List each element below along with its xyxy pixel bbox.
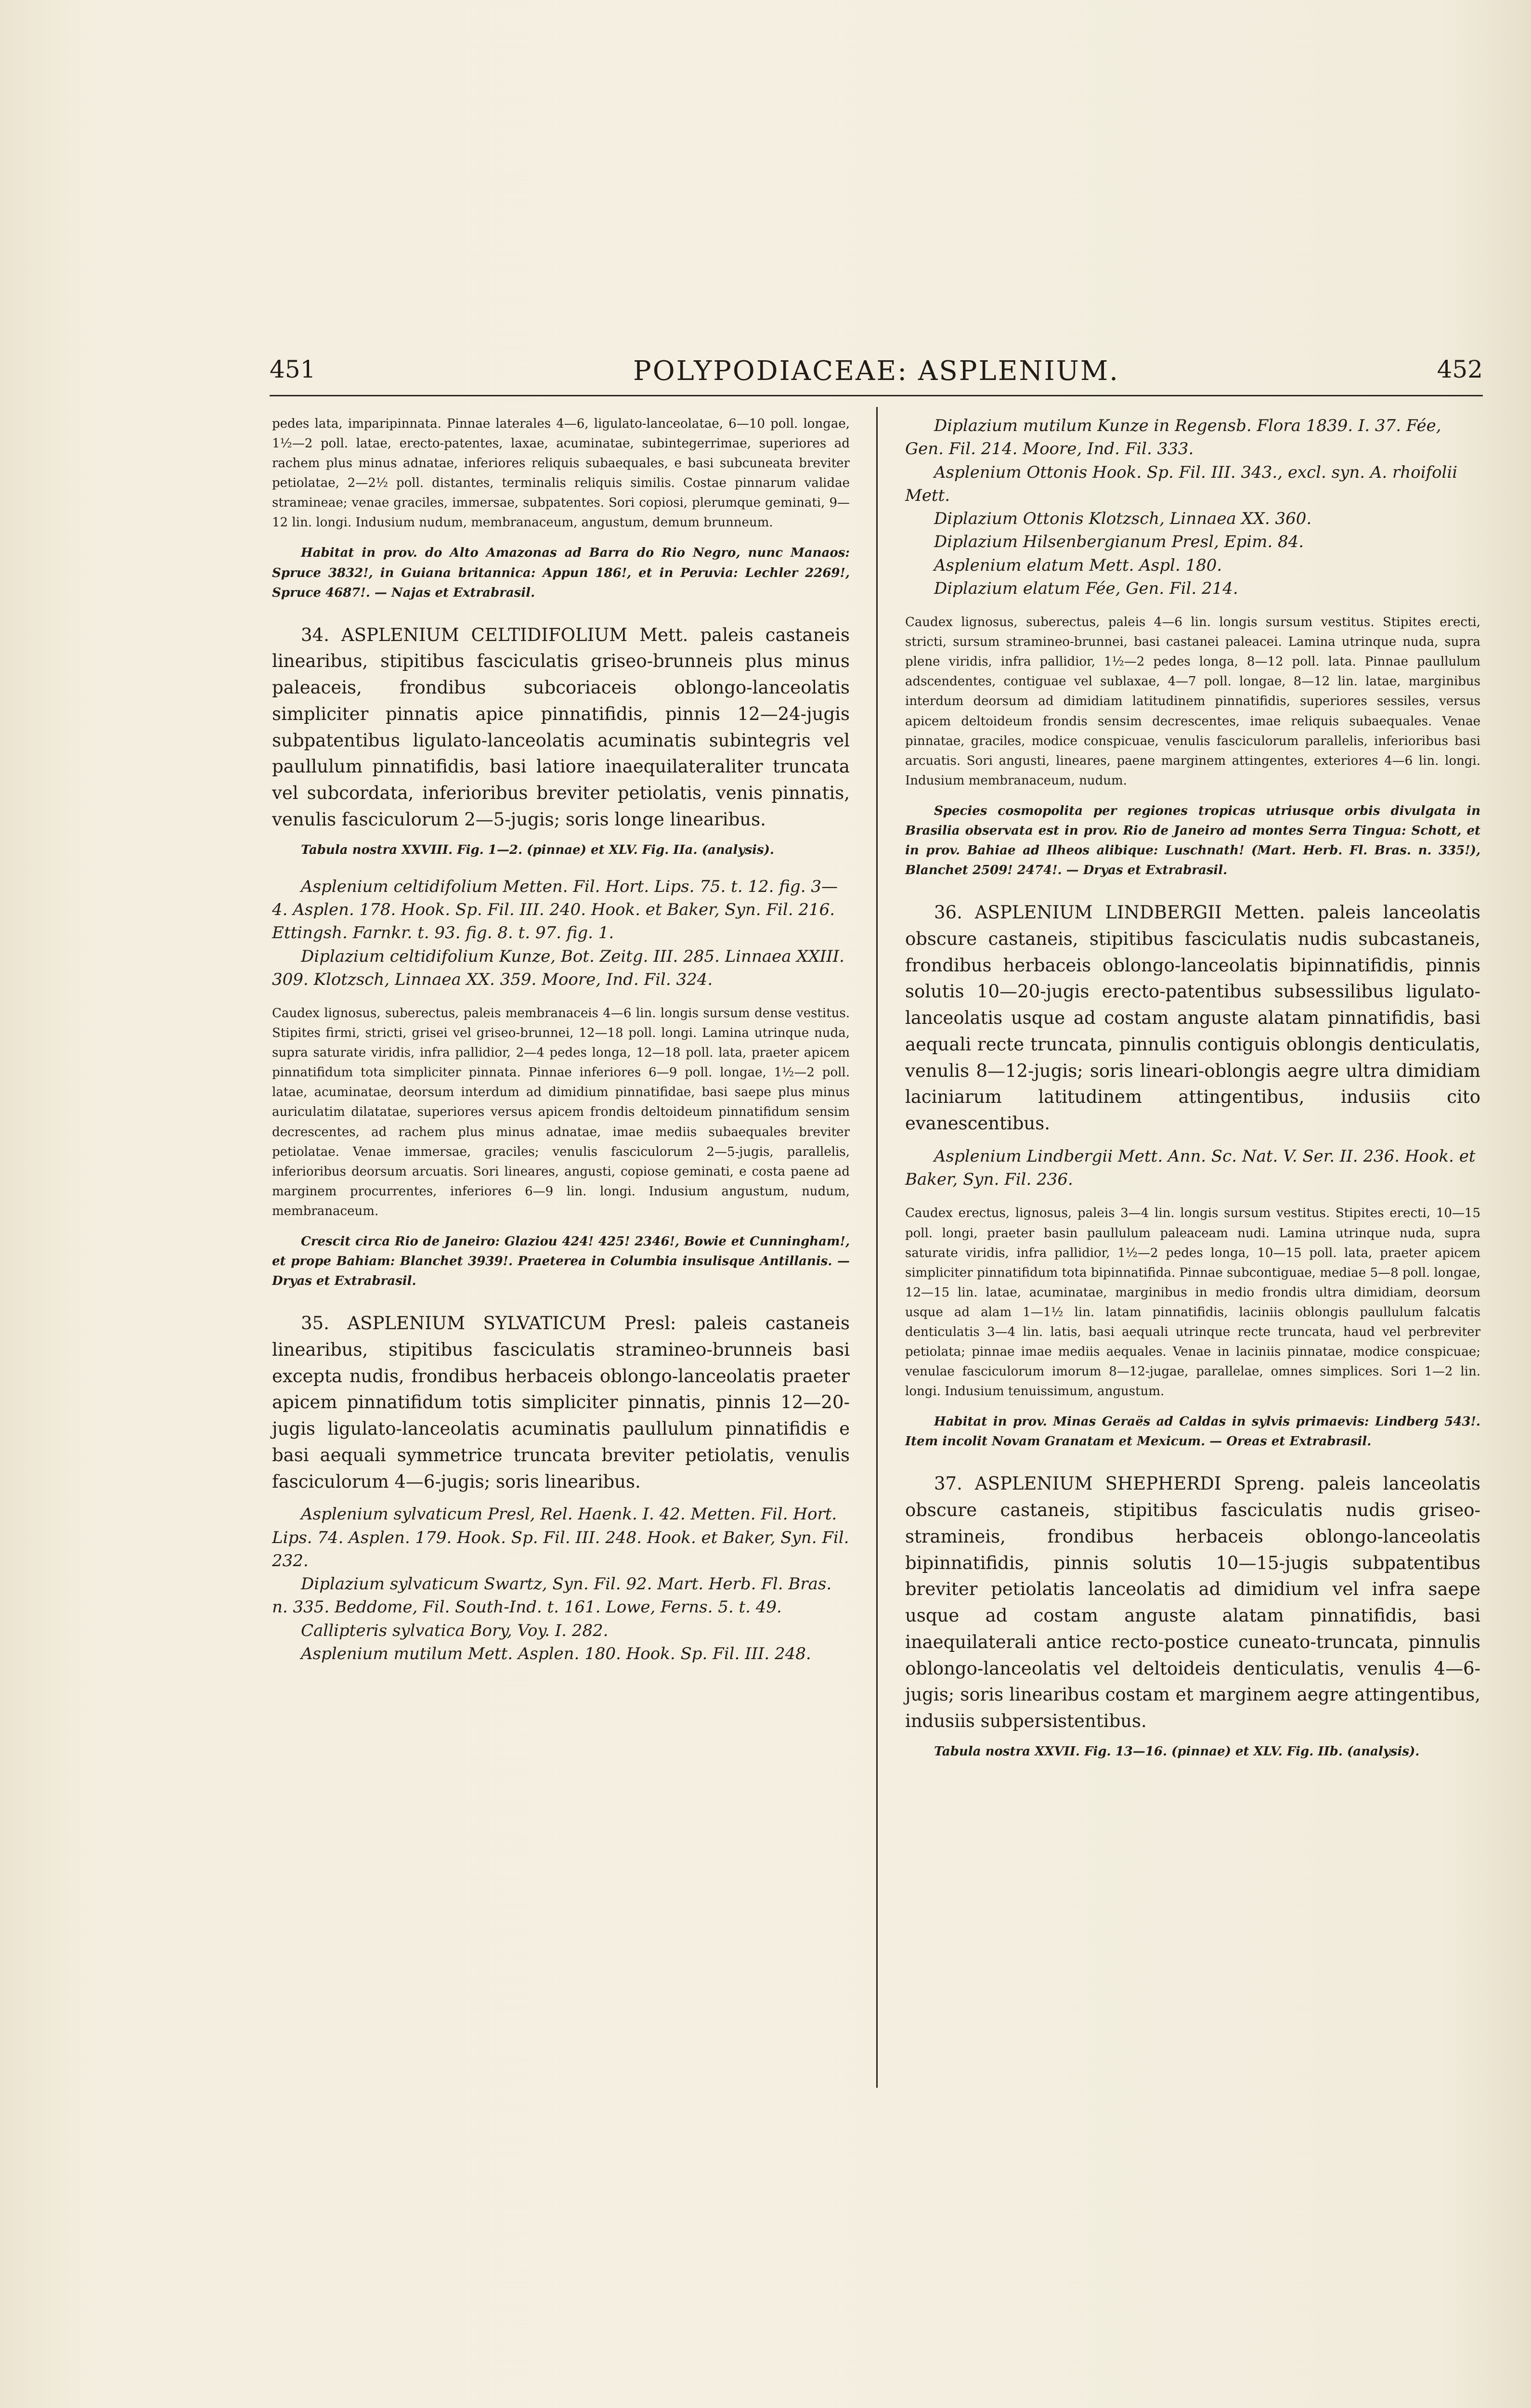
species-36-habitat: Habitat in prov. Minas Geraës ad Caldas in sylvis primaevis: Lindberg 543!. Item incolit Novam Granatam et Mexicum. — Oreas et Extrabrasil.	[905, 1414, 1480, 1449]
synonym: Asplenium Lindbergii Mett. Ann. Sc. Nat. V. Ser. II. 236. Hook. et Baker, Syn. Fil. 236.	[905, 1146, 1476, 1190]
species-34-synonyms	[272, 875, 850, 991]
species-34-habitat: Crescit circa Rio de Janeiro: Glaziou 424! 425! 2346!, Bowie et Cunningham!, et prope Bahiam: Blanchet 3939!. Praeterea in Columbia insulisque Antillanis. — Dryas et Extrabrasil.	[272, 1234, 850, 1289]
synonym: Asplenium sylvaticum Presl, Rel. Haenk. I. 42. Metten. Fil. Hort. Lips. 74. Asplen. 179. Hook. Sp. Fil. III. 248. Hook. et Baker, Syn. Fil. 232.	[272, 1505, 849, 1570]
synonym: Asplenium mutilum Mett. Asplen. 180. Hook. Sp. Fil. III. 248.	[301, 1644, 811, 1663]
synonym: Asplenium celtidifolium Metten. Fil. Hort. Lips. 75. t. 12. fig. 3—4. Asplen. 178. Hook. Sp. Fil. III. 240. Hook. et Baker, Syn. Fil. 216. Ettingsh. Farnkr. t. 93. fig. 8. t. 97. fig. 1.	[272, 877, 838, 943]
synonym: Diplazium celtidifolium Kunze, Bot. Zeitg. III. 285. Linnaea XXIII. 309. Klotzsch, Linnaea XX. 359. Moore, Ind. Fil. 324.	[272, 946, 844, 989]
synonym: Diplazium Ottonis Klotzsch, Linnaea XX. 360.	[934, 509, 1312, 529]
synonym: Diplazium sylvaticum Swartz, Syn. Fil. 92. Mart. Herb. Fl. Bras. n. 335. Beddome, Fil. South-Ind. t. 161. Lowe, Ferns. 5. t. 49.	[272, 1574, 832, 1617]
species-34-diagnosis: 34. ASPLENIUM CELTIDIFOLIUM Mett. paleis castaneis linearibus, stipitibus fasciculatis griseo-brunneis plus minus paleaceis, frondibus subcoriaceis oblongo-lanceolatis simpliciter pinnatis apice pinnatifidis, pinnis 12—24-jugis subpatentibus ligulato-lanceolatis acuminatis subintegris vel paullulum pinnatifidis, basi latiore inaequilateraliter truncata vel subcordata, inferioribus breviter petiolatis, venis pinnatis, venulis fasciculorum 2—5-jugis; soris longe linearibus.	[272, 624, 850, 830]
species-36-synonyms	[905, 1145, 1480, 1191]
species-35-diagnosis: 35. ASPLENIUM SYLVATICUM Presl: paleis castaneis linearibus, stipitibus fasciculatis stramineo-brunneis basi excepta nudis, frondibus herbaceis oblongo-lanceolatis praeter apicem pinnatifidum totis simpliciter pinnatis, pinnis 12—20-jugis ligulato-lanceolatis acuminatis paullulum pinnatifidis e basi aequali symmetrice truncata breviter petiolatis, venulis fasciculorum 4—6-jugis; soris linearibus.	[272, 1313, 850, 1492]
synonym: Diplazium elatum Fée, Gen. Fil. 214.	[934, 578, 1238, 598]
synonym: Asplenium Ottonis Hook. Sp. Fil. III. 343., excl. syn. A. rhoifolii Mett.	[905, 462, 1458, 505]
species-35-habitat: Species cosmopolita per regiones tropicas utriusque orbis divulgata in Brasilia observata est in prov. Rio de Janeiro ad montes Serra Tingua: Schott, et in prov. Bahiae ad Ilheos alibique: Luschnath! (Mart. Herb. Fl. Bras. n. 335!), Blanchet 2509! 2474!. — Dryas et Extrabrasil.	[905, 803, 1480, 878]
page-number-left: 451	[270, 355, 316, 383]
page-number-right: 452	[1437, 355, 1483, 383]
species-35-synonyms	[272, 1503, 850, 1665]
header-rule	[270, 395, 1483, 396]
synonym: Diplazium mutilum Kunze in Regensb. Flora 1839. I. 37. Fée, Gen. Fil. 214. Moore, Ind. Fil. 333.	[905, 416, 1441, 459]
species-36-description: Caudex erectus, lignosus, paleis 3—4 lin. longis sursum vestitus. Stipites erecti, 10—15 poll. longi, praeter basin paullulum paleaceam nudi. Lamina utrinque nuda, supra saturate viridis, infra pallidior, 1½—2 pedes longa, 10—15 poll. lata, praeter apicem simpliciter pinnatifidum tota bipinnatifida. Pinnae subcontiguae, mediae 5—8 poll. longae, 12—15 lin. latae, acuminatae, marginibus in medio frondis ultra dimidiam, deorsum usque ad alam 1—1½ lin. latam pinnatifidis, laciniis oblongis paullulum falcatis denticulatis 3—4 lin. latis, basi aequali utrinque recte truncata, haud vel perbreviter petiolata; pinnae imae mediis aequales. Venae in laciniis pinnatae, modice conspicuae; venulae fasciculorum imorum 8—12-jugae, parallelae, omnes simplices. Sori 1—2 lin. longi. Indusium tenuissimum, angustum.	[905, 1206, 1480, 1399]
synonym: Diplazium Hilsenbergianum Presl, Epim. 84.	[934, 532, 1304, 552]
synonym: Callipteris sylvatica Bory, Voy. I. 282.	[301, 1621, 609, 1640]
page-header	[270, 355, 1483, 394]
description-continued: pedes lata, imparipinnata. Pinnae laterales 4—6, ligulato-lanceolatae, 6—10 poll. longae, 1½—2 poll. latae, erecto-patentes, laxae, acuminatae, subintegerrimae, superiores ad rachem plus minus adnatae, inferiores reliquis subaequales, e basi subcuneata breviter petiolatae, 2—2½ poll. distantes, terminalis reliquis similis. Costae pinnarum validae stramineae; venae graciles, immersae, subpatentes. Sori copiosi, plerumque geminati, 9—12 lin. longi. Indusium nudum, membranaceum, angustum, demum brunneum.	[272, 417, 850, 530]
right-column	[905, 414, 1480, 1777]
species-36-diagnosis: 36. ASPLENIUM LINDBERGII Metten. paleis lanceolatis obscure castaneis, stipitibus fasciculatis nudis subcastaneis, frondibus herbaceis oblongo-lanceolatis bipinnatifidis, pinnis solutis 10—20-jugis erecto-patentibus subsessilibus ligulato-lanceolatis usque ad costam anguste alatam pinnatifidis, basi aequali recte truncata, pinnulis contiguis oblongis denticulatis, venulis 8—12-jugis; soris lineari-oblongis aegre ultra dimidiam laciniarum latitudinem attingentibus, indusiis cito evanescentibus.	[905, 902, 1480, 1134]
species-35-synonyms-continued	[905, 414, 1480, 600]
column-divider	[876, 407, 878, 2088]
species-37-diagnosis: 37. ASPLENIUM SHEPHERDI Spreng. paleis lanceolatis obscure castaneis, stipitibus fasciculatis nudis griseo-stramineis, frondibus herbaceis oblongo-lanceolatis bipinnatifidis, pinnis solutis 10—15-jugis subpatentibus breviter petiolatis lanceolatis ad dimidium vel infra saepe usque ad costam anguste alatam pinnatifidis, basi inaequilaterali antice recto-postice cuneato-truncata, pinnulis oblongo-lanceolatis vel deltoideis denticulatis, venulis 4—6-jugis; soris linearibus costam et marginem aegre attingentibus, indusiis subpersistentibus.	[905, 1473, 1480, 1732]
habitat-note: Habitat in prov. do Alto Amazonas ad Barra do Rio Negro, nunc Manaos: Spruce 3832!, in Guiana britannica: Appun 186!, et in Peruvia: Lechler 2269!, Spruce 4687!. — Najas et Extrabrasil.	[272, 546, 850, 600]
species-37-plate-ref: Tabula nostra XXVII. Fig. 13—16. (pinnae) et XLV. Fig. IIb. (analysis).	[934, 1744, 1420, 1759]
species-35-description: Caudex lignosus, suberectus, paleis 4—6 lin. longis sursum vestitus. Stipites erecti, stricti, sursum stramineo-brunnei, basi castanei paleacei. Lamina utrinque nuda, supra plene viridis, infra pallidior, 1½—2 pedes longa, 8—12 poll. lata. Pinnae paullulum adscendentes, contiguae vel sublaxae, 4—7 poll. longae, 8—12 lin. latae, marginibus interdum deorsum ad dimidiam latitudinem pinnatifidis, superiores sessiles, versus apicem deltoideum frondis sensim decrescentes, imae reliquis subaequales. Venae pinnatae, graciles, modice conspicuae, venulis fasciculorum parallelis, inferioribus basi arcuatis. Sori angusti, lineares, paene marginem attingentes, exteriores 4—6 lin. longi. Indusium membranaceum, nudum.	[905, 615, 1480, 788]
species-34-description: Caudex lignosus, suberectus, paleis membranaceis 4—6 lin. longis sursum dense vestitus. Stipites firmi, stricti, grisei vel griseo-brunnei, 12—18 poll. longi. Lamina utrinque nuda, supra saturate viridis, infra pallidior, 2—4 pedes longa, 12—18 poll. lata, praeter apicem pinnatifidum tota simpliciter pinnata. Pinnae inferiores 6—9 poll. longae, 1½—2 poll. latae, acuminatae, deorsum interdum ad dimidium pinnatifidae, basi saepe plus minus auriculatim dilatatae, superiores versus apicem frondis deltoideum pinnatifidum sensim decrescentes, ad rachem plus minus adnatae, imae mediis subaequales breviter petiolatae. Venae immersae, graciles; venulis fasciculorum 2—5-jugis, parallelis, inferioribus deorsum arcuatis. Sori lineares, angusti, copiose geminati, e costa paene ad marginem procurrentes, inferiores 6—9 lin. longi. Indusium angustum, nudum, membranaceum.	[272, 1006, 850, 1218]
synonym: Asplenium elatum Mett. Aspl. 180.	[934, 555, 1222, 575]
species-34-plate-ref: Tabula nostra XXVIII. Fig. 1—2. (pinnae) et XLV. Fig. IIa. (analysis).	[301, 842, 774, 857]
running-title: POLYPODIACEAE: ASPLENIUM.	[633, 355, 1119, 387]
left-column	[272, 414, 850, 1678]
